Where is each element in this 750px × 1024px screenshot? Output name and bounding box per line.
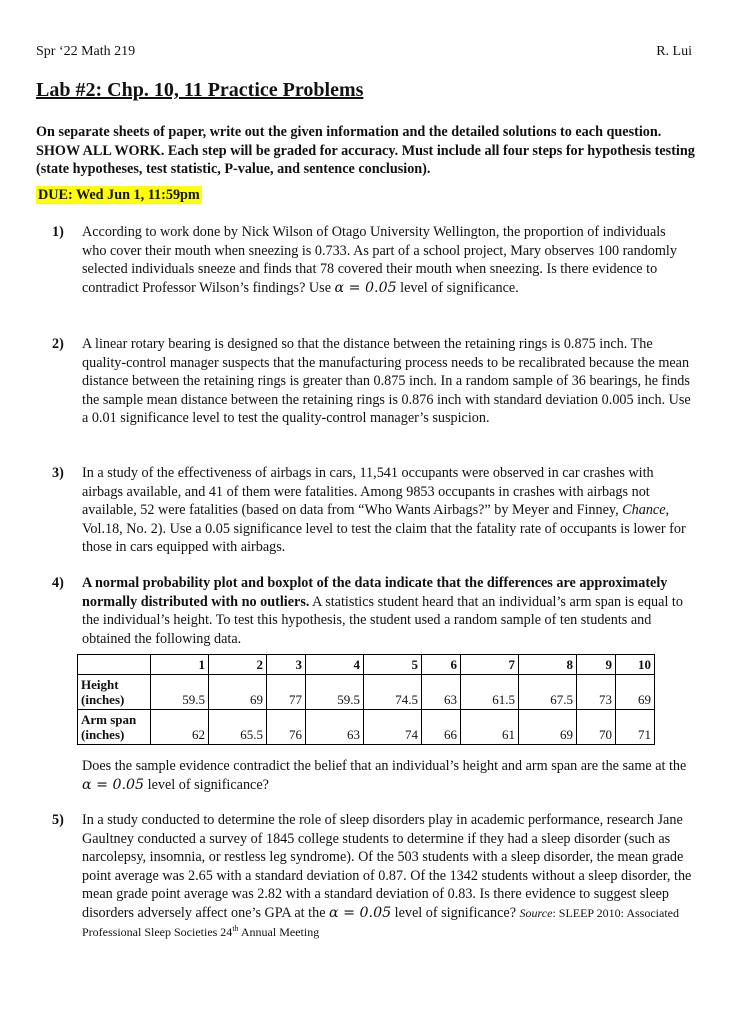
data-table: [77, 654, 655, 745]
problem-text-part: A statistics student heard that an individual’s arm span is equal to the individual’s height. To test this hypothesis, the student used a random sample of ten students and obtained the following data.: [82, 593, 683, 647]
problem-bold-text: A normal probability plot and boxplot of the data indicate that the differences are approximately normally distributed with no outliers.: [82, 575, 668, 610]
problem-1: [52, 223, 692, 297]
source-label: Source: [519, 905, 553, 920]
problem-text: [82, 574, 692, 648]
column-header: 5: [363, 655, 421, 675]
problem-number: 4): [52, 575, 64, 591]
problem-number: 3): [52, 465, 64, 481]
instructor-name: R. Lui: [656, 44, 692, 59]
column-header: 8: [518, 655, 576, 675]
problem-number: 1): [52, 224, 64, 240]
column-header: 7: [460, 655, 518, 675]
problem-text-part: , Vol.18, No. 2). Use a 0.05 significance level to test the claim that the fatality rate of occupants is lower for those in cars equipped with airbags.: [82, 502, 686, 556]
problem-number: 5): [52, 812, 64, 828]
column-header: 4: [305, 655, 363, 675]
table-cell: 66: [421, 710, 460, 745]
table-corner-cell: [78, 655, 151, 675]
problem-text: [82, 811, 692, 941]
column-header: 6: [421, 655, 460, 675]
table-row: [78, 710, 655, 745]
table-cell: 62: [151, 710, 209, 745]
table-cell: 69: [518, 710, 576, 745]
table-cell: 76: [267, 710, 306, 745]
table-cell: 61: [460, 710, 518, 745]
instructions: On separate sheets of paper, write out the given information and the detailed solutions to each question. SHOW ALL WORK. Each step will be graded for accuracy. Must include all four steps for hypothesis testing (state hypotheses, test statistic, P-value, and sentence conclusion).: [36, 124, 695, 178]
problem-3: [52, 464, 692, 557]
column-header: 10: [615, 655, 654, 675]
table-cell: 69: [209, 675, 267, 710]
table-cell: 59.5: [305, 675, 363, 710]
problem-text: [82, 464, 692, 557]
due-date-highlight: DUE: Wed Jun 1, 11:59pm: [38, 187, 200, 203]
problem-text-part: level of significance?: [144, 776, 269, 793]
table-cell: 63: [421, 675, 460, 710]
alpha-expression: α = 0.05: [82, 776, 145, 793]
column-header: 3: [267, 655, 306, 675]
problem-2: [52, 335, 692, 428]
table-cell: 65.5: [209, 710, 267, 745]
problem-text-part: According to work done by Nick Wilson of Otago University Wellington, the proportion of individuals who cover their mouth when sneezing is 0.733. As part of a school project, Mary observes 100 randomly selected individuals sneeze and finds that 78 covered their mouth when sneezing. Is there evidence to contradict Professor Wilson’s findings? Use: [82, 224, 677, 296]
row-label: Height (inches): [78, 675, 151, 710]
source-end: Annual Meeting: [238, 924, 320, 939]
problem-text-part: Does the sample evidence contradict the belief that an individual’s height and arm span are the same at the: [82, 758, 687, 774]
course-label: Spr ‘22 Math 219: [36, 44, 136, 59]
column-header: 2: [209, 655, 267, 675]
table-cell: 69: [615, 675, 654, 710]
row-label: Arm span (inches): [78, 710, 151, 745]
problem-text: A linear rotary bearing is designed so that the distance between the retaining rings is 0.875 inch. The quality-control manager suspects that the manufacturing process needs to be recalibrated because the mean distance between the retaining rings is greater than 0.875 inch. In a random sample of 36 bearings, he finds the sample mean distance between the retaining rings is 0.876 inch with standard deviation 0.005 inch. Use a 0.01 significance level to test the quality-control manager’s suspicion.: [82, 336, 691, 427]
table-cell: 70: [576, 710, 615, 745]
table-row: [78, 675, 655, 710]
problem-text: [82, 223, 692, 297]
problem-text-part: In a study of the effectiveness of airbags in cars, 11,541 occupants were observed in car crashes with airbags available, and 41 of them were fatalities. Among 9853 occupants in crashes with airbags not available, 52 were fatalities (based on data from “Who Wants Airbags?” by Meyer and Finney,: [82, 465, 654, 519]
problem-text-part: In a study conducted to determine the role of sleep disorders play in academic performance, research Jane Gaultney conducted a survey of 1845 college students to determine if they had a sleep disorder (such as narcolepsy, insomnia, or restless leg syndrome). Of the 503 students with a sleep disorder, the mean grade point average was 2.65 with a standard deviation of 0.87. Of the 1342 students without a sleep disorder, the mean grade point average was 2.82 with a standard deviation of 0.83. Is there evidence to suggest sleep disorders adversely affect one’s GPA at the: [82, 812, 692, 921]
problem-4-question: [52, 757, 692, 794]
column-header: 9: [576, 655, 615, 675]
problem-text-part: level of significance.: [396, 279, 519, 296]
alpha-expression: α = 0.05: [334, 279, 397, 296]
table-cell: 63: [305, 710, 363, 745]
table-cell: 74: [363, 710, 421, 745]
ordinal-suffix: th: [232, 923, 239, 933]
alpha-expression: α = 0.05: [329, 904, 392, 921]
problem-text-part: level of significance?: [391, 904, 520, 921]
table-cell: 73: [576, 675, 615, 710]
table-cell: 61.5: [460, 675, 518, 710]
journal-name: Chance: [622, 502, 666, 519]
problem-4: [52, 574, 692, 648]
table-cell: 67.5: [518, 675, 576, 710]
problem-5: [52, 811, 692, 941]
table-cell: 74.5: [363, 675, 421, 710]
column-header: 1: [151, 655, 209, 675]
source-text: : SLEEP 2010: Associated Professional Sleep Societies 24: [82, 905, 679, 939]
table-cell: 71: [615, 710, 654, 745]
page-title: Lab #2: Chp. 10, 11 Practice Problems: [36, 79, 364, 101]
table-header-row: [78, 655, 655, 675]
table-cell: 77: [267, 675, 306, 710]
table-cell: 59.5: [151, 675, 209, 710]
problem-number: 2): [52, 336, 64, 352]
problem-text: [82, 757, 692, 794]
